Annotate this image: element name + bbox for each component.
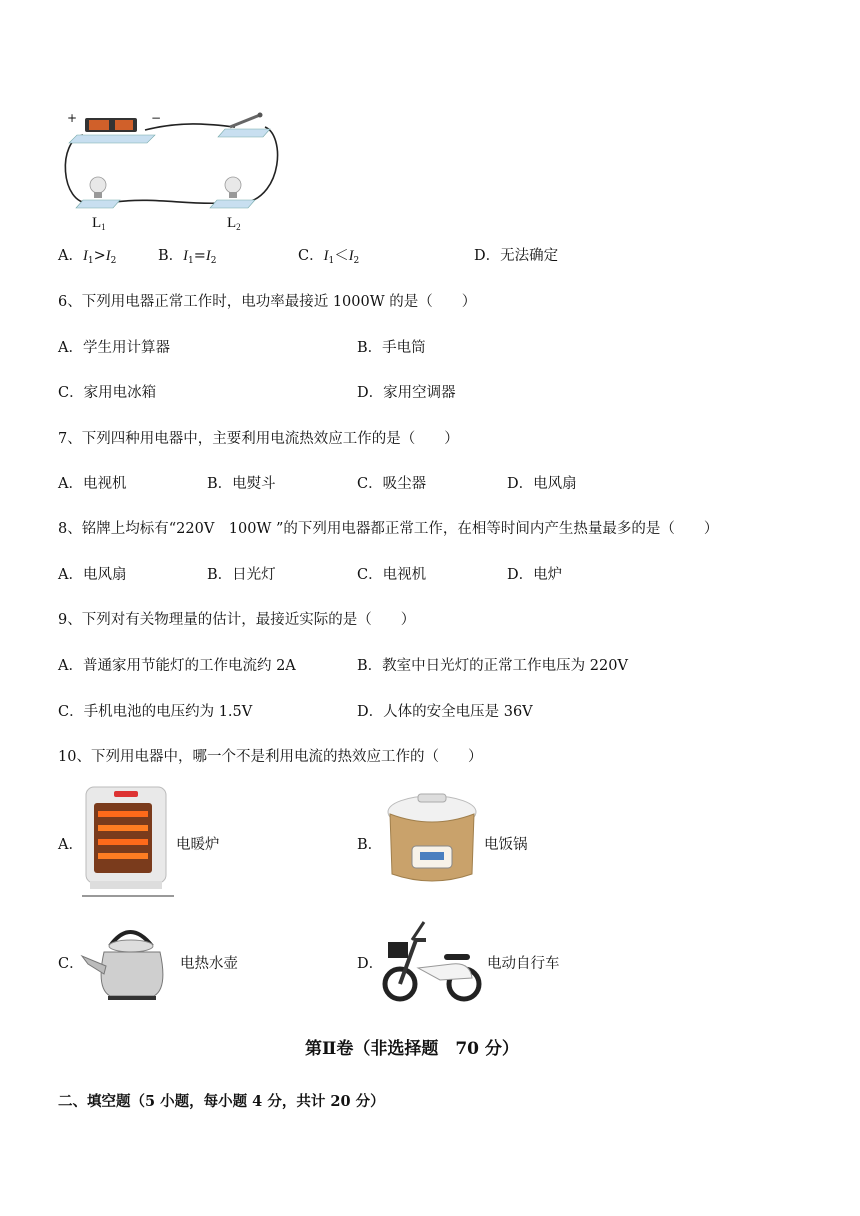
q5-a-sub1: 1	[87, 256, 94, 266]
circuit-diagram	[55, 105, 295, 240]
q6-option-b: B．手电筒	[357, 340, 426, 356]
section-2-title: 第Ⅱ卷（非选择题 70 分）	[305, 1039, 519, 1059]
q8-option-d: D．电炉	[507, 567, 563, 583]
q5-a-i2: I	[105, 248, 111, 264]
q8-option-c: C．电视机	[357, 567, 427, 583]
q10-option-d-label: 电动自行车	[487, 956, 560, 972]
q5-c-op: ＜	[334, 248, 349, 264]
q5-a-sub2: 2	[110, 256, 117, 266]
q5-b-op: =	[193, 248, 206, 264]
q6-stem: 6、下列用电器正常工作时，电功率最接近 1000W 的是（ ）	[58, 294, 477, 310]
ebike-image	[380, 918, 486, 1004]
q10-option-c-label: 电热水壶	[180, 956, 238, 972]
q5-a-op: >	[93, 248, 106, 264]
q5-option-b	[158, 244, 216, 266]
lamp2-letter: L	[227, 215, 237, 231]
q5-c-prefix: C．	[298, 248, 324, 264]
q7-option-b: B．电熨斗	[207, 476, 276, 492]
lamp1-letter: L	[92, 215, 102, 231]
q5-b-i1: I	[183, 248, 188, 264]
lamp2-label	[227, 215, 241, 232]
lamp2-subscript: 2	[236, 222, 241, 232]
q10-stem: 10、下列用电器中，哪一个不是利用电流的热效应工作的（ ）	[58, 749, 483, 765]
heater-image	[80, 783, 175, 898]
q9-option-a: A．普通家用节能灯的工作电流约 2A	[58, 658, 296, 674]
q9-stem: 9、下列对有关物理量的估计，最接近实际的是（ ）	[58, 612, 416, 628]
q8-option-a: A．电风扇	[58, 567, 127, 583]
q5-option-d: D．无法确定	[474, 248, 559, 264]
q10-option-b-label: 电饭锅	[484, 837, 528, 853]
q6-option-d: D．家用空调器	[357, 385, 456, 401]
q10-option-d-prefix: D．	[357, 956, 384, 972]
q10-option-c-prefix: C．	[58, 956, 84, 972]
q5-b-i2: I	[205, 248, 211, 264]
q8-option-b: B．日光灯	[207, 567, 276, 583]
q5-b-sub2: 2	[210, 256, 217, 266]
q7-stem: 7、下列四种用电器中，主要利用电流热效应工作的是（ ）	[58, 431, 459, 447]
q7-option-d: D．电风扇	[507, 476, 577, 492]
q7-option-a: A．电视机	[58, 476, 127, 492]
rice-cooker-image	[382, 790, 482, 890]
q10-option-b-prefix: B．	[357, 837, 383, 853]
q5-b-sub1: 1	[188, 256, 194, 266]
q5-c-sub1: 1	[328, 256, 335, 266]
lamp1-label	[92, 215, 106, 232]
q5-a-i1: I	[82, 248, 88, 264]
q10-option-a-label: 电暖炉	[176, 837, 220, 853]
q8-stem: 8、铭牌上均标有“220V 100W ”的下列用电器都正常工作，在相等时间内产生热量最多的是（ ）	[58, 521, 719, 537]
battery-plus-sign: +	[67, 111, 78, 125]
kettle-image	[80, 918, 180, 1003]
q5-c-i2: I	[348, 248, 354, 264]
q5-c-sub2: 2	[353, 256, 360, 266]
q5-a-prefix: A．	[58, 248, 83, 264]
q9-option-b: B．教室中日光灯的正常工作电压为 220V	[357, 658, 628, 674]
q7-option-c: C．吸尘器	[357, 476, 427, 492]
q6-option-c: C．家用电冰箱	[58, 385, 157, 401]
q9-option-c: C．手机电池的电压约为 1.5V	[58, 704, 253, 720]
battery-minus-sign: −	[151, 111, 162, 125]
part-2-title: 二、填空题（5 小题，每小题 4 分，共计 20 分）	[58, 1093, 385, 1110]
circuit-drawing	[55, 105, 295, 240]
q5-b-prefix: B．	[158, 248, 184, 264]
q5-option-a	[58, 244, 116, 266]
q6-option-a: A．学生用计算器	[58, 340, 170, 356]
q5-option-c	[298, 244, 359, 266]
q9-option-d: D．人体的安全电压是 36V	[357, 704, 533, 720]
lamp1-subscript: 1	[101, 222, 106, 232]
q10-option-a-prefix: A．	[58, 837, 83, 853]
q5-c-i1: I	[323, 248, 329, 264]
